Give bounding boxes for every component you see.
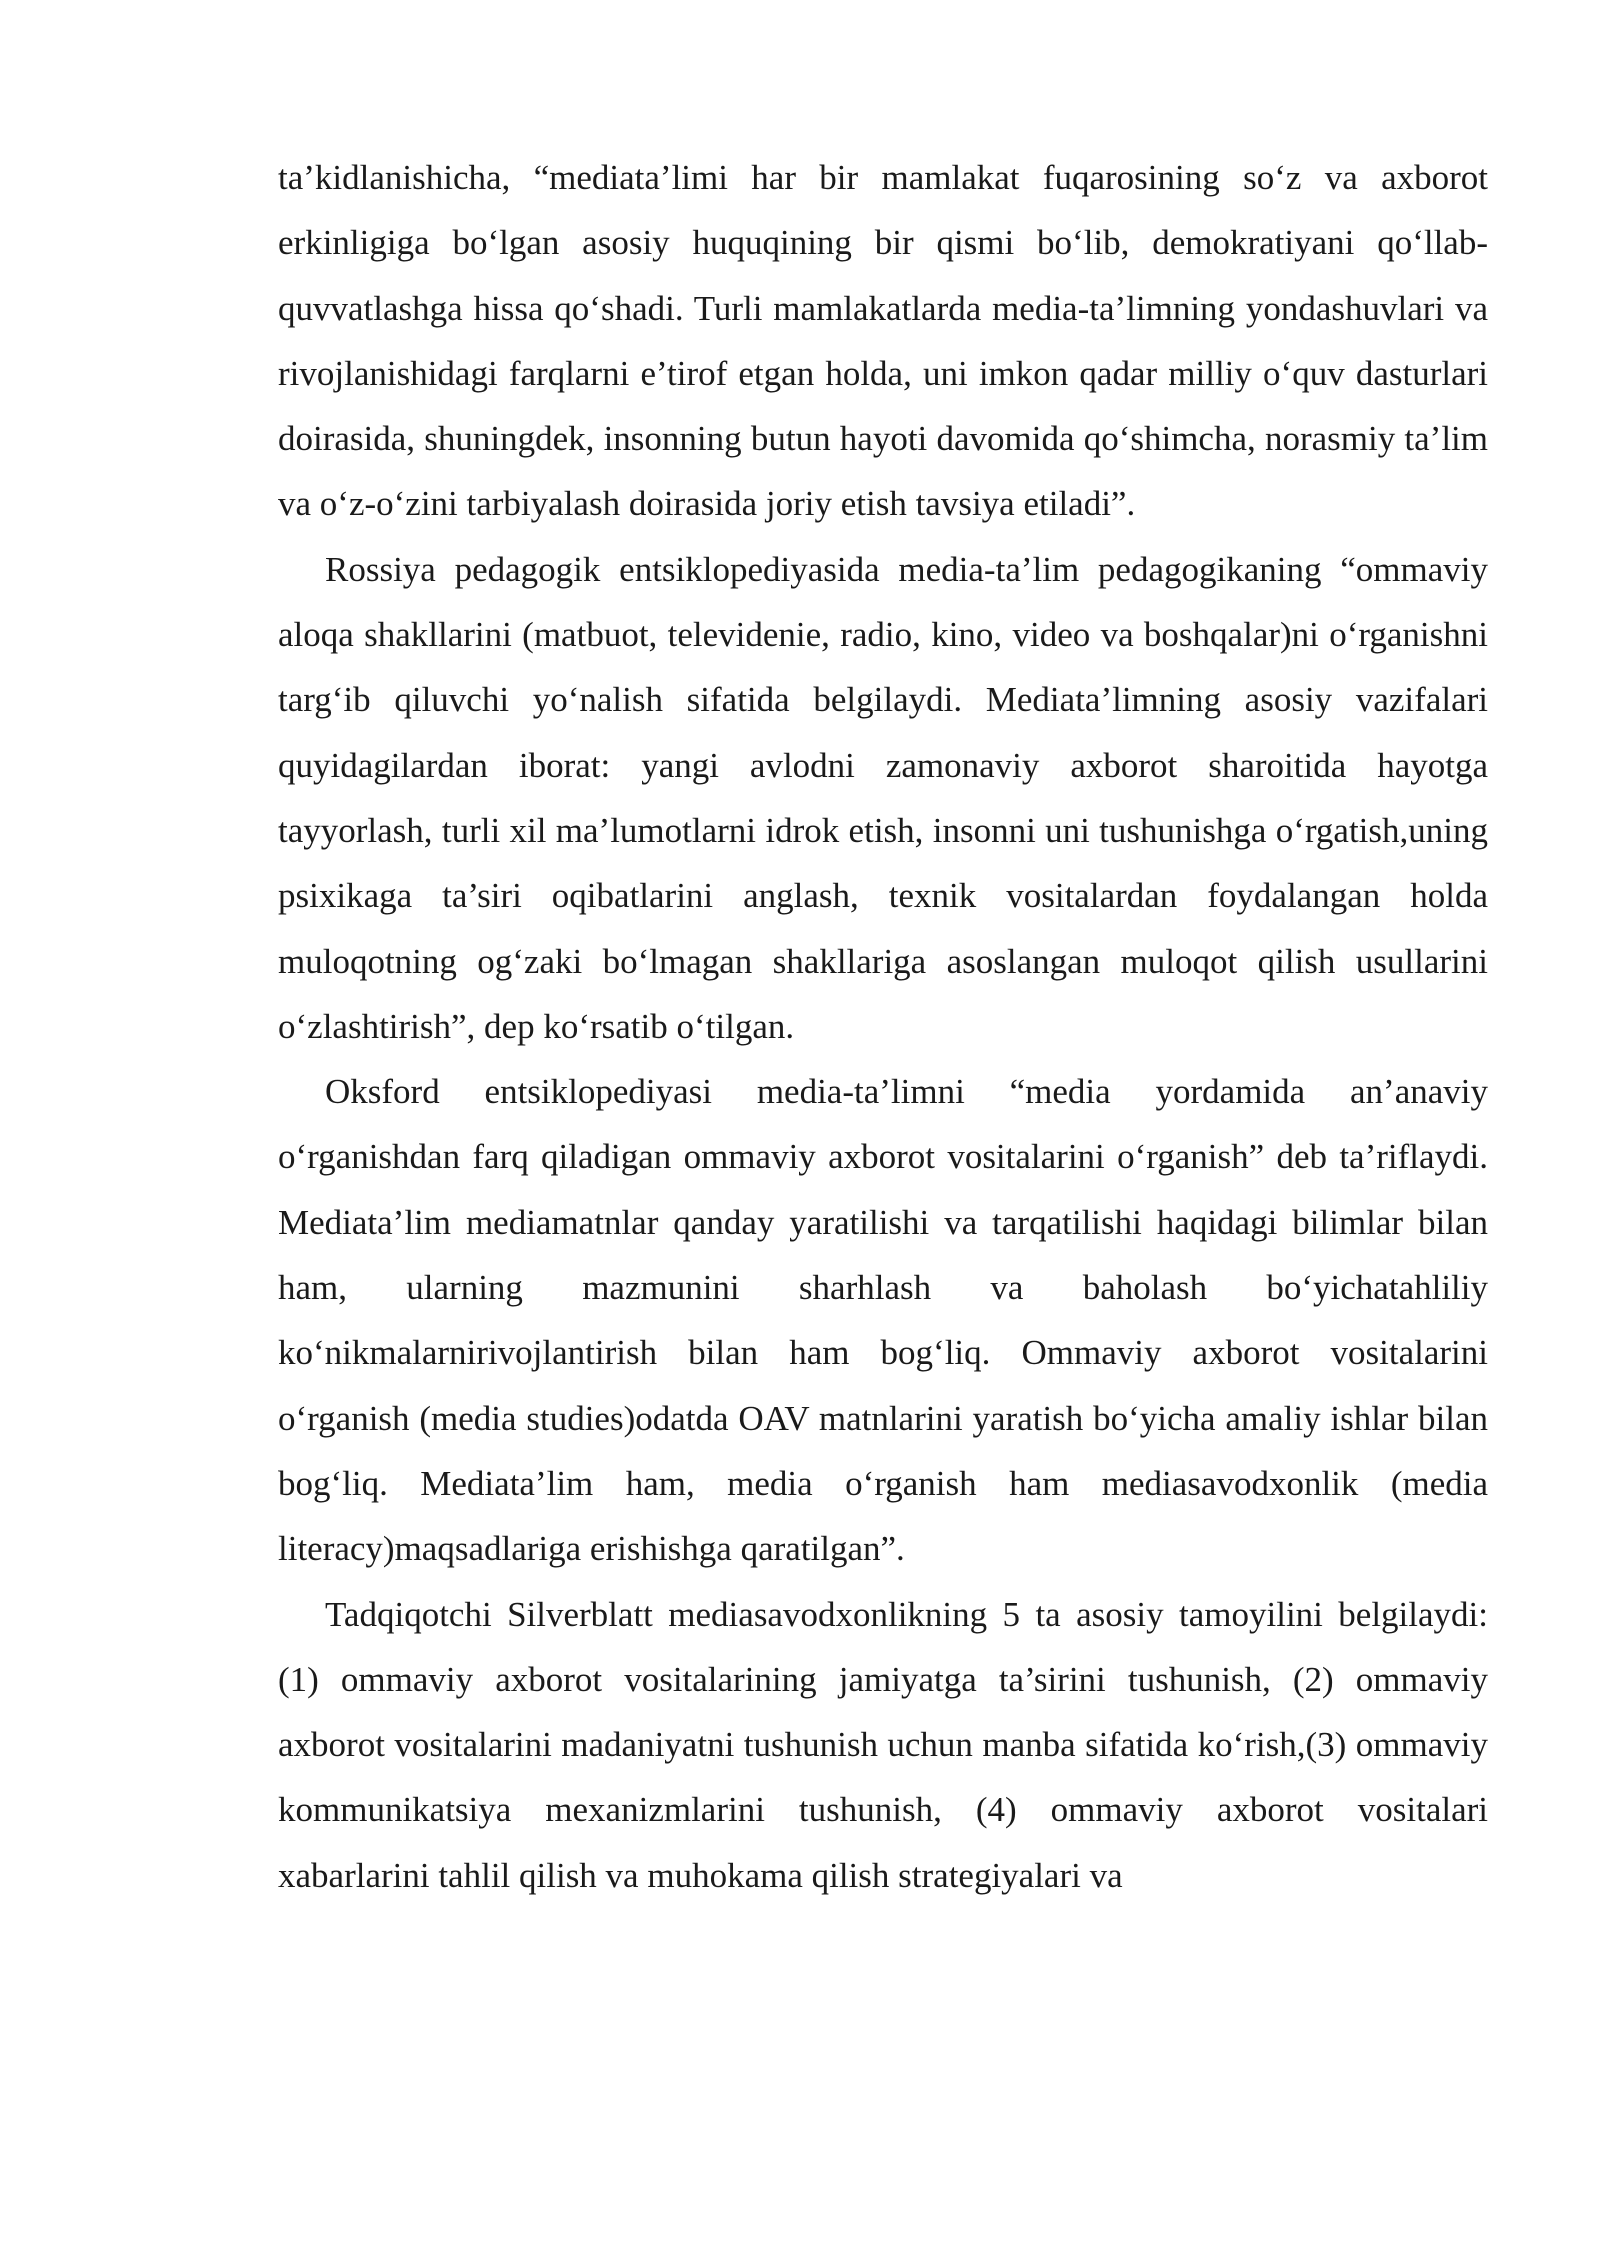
paragraph-2: Rossiya pedagogik entsiklopediyasida media-ta’lim pedagogikaning “ommaviy aloqa shakllarini (matbuot, televidenie, radio, kino, video va boshqalar)ni o‘rganishni targ‘ib qiluvchi yo‘nalish sifatida belgilaydi. Mediata’limning asosiy vazifalari quyidagilardan iborat: yangi avlodni zamonaviy axborot sharoitida hayotga tayyorlash, turli xil ma’lumotlarni idrok etish, insonni uni tushunishga o‘rgatish,uning psixikaga ta’siri oqibatlarini anglash, texnik vositalardan foydalangan holda muloqotning og‘zaki bo‘lmagan shakllariga asoslangan muloqot qilish usullarini o‘zlashtirish”, dep ko‘rsatib o‘tilgan. bbox=[278, 549, 1488, 1046]
document-body bbox=[278, 145, 1488, 1908]
paragraph-4: Tadqiqotchi Silverblatt mediasavodxonlikning 5 ta asosiy tamoyilini belgilaydi: (1) ommaviy axborot vositalarining jamiyatga ta’sirini tushunish, (2) ommaviy axborot vositalarini madaniyatni tushunish uchun manba sifatida ko‘rish,(3) ommaviy kommunikatsiya mexanizmlarini tushunish, (4) ommaviy axborot vositalari xabarlarini tahlil qilish va muhokama qilish strategiyalari va bbox=[278, 1594, 1488, 1895]
paragraph-3: Oksford entsiklopediyasi media-ta’limni “media yordamida an’anaviy o‘rganishdan farq qiladigan ommaviy axborot vositalarini o‘rganish” deb ta’riflaydi. Mediata’lim mediamatnlar qanday yaratilishi va tarqatilishi haqidagi bilimlar bilan ham, ularning mazmunini sharhlash va baholash bo‘yichatahliliy ko‘nikmalarnirivojlantirish bilan ham bog‘liq. Ommaviy axborot vositalarini o‘rganish (media studies)odatda OAV matnlarini yaratish bo‘yicha amaliy ishlar bilan bog‘liq. Mediata’lim ham, media o‘rganish ham mediasavodxonlik (media literacy)maqsadlariga erishishga qaratilgan”. bbox=[278, 1072, 1488, 1569]
paragraph-1: ta’kidlanishicha, “mediata’limi har bir mamlakat fuqarosining so‘z va axborot erkinligiga bo‘lgan asosiy huquqining bir qismi bo‘lib, demokratiyani qo‘llab-quvvatlashga hissa qo‘shadi. Turli mamlakatlarda media-ta’limning yondashuvlari va rivojlanishidagi farqlarni e’tirof etgan holda, uni imkon qadar milliy o‘quv dasturlari doirasida, shuningdek, insonning butun hayoti davomida qo‘shimcha, norasmiy ta’lim va o‘z-o‘zini tarbiyalash doirasida joriy etish tavsiya etiladi”. bbox=[278, 158, 1488, 524]
